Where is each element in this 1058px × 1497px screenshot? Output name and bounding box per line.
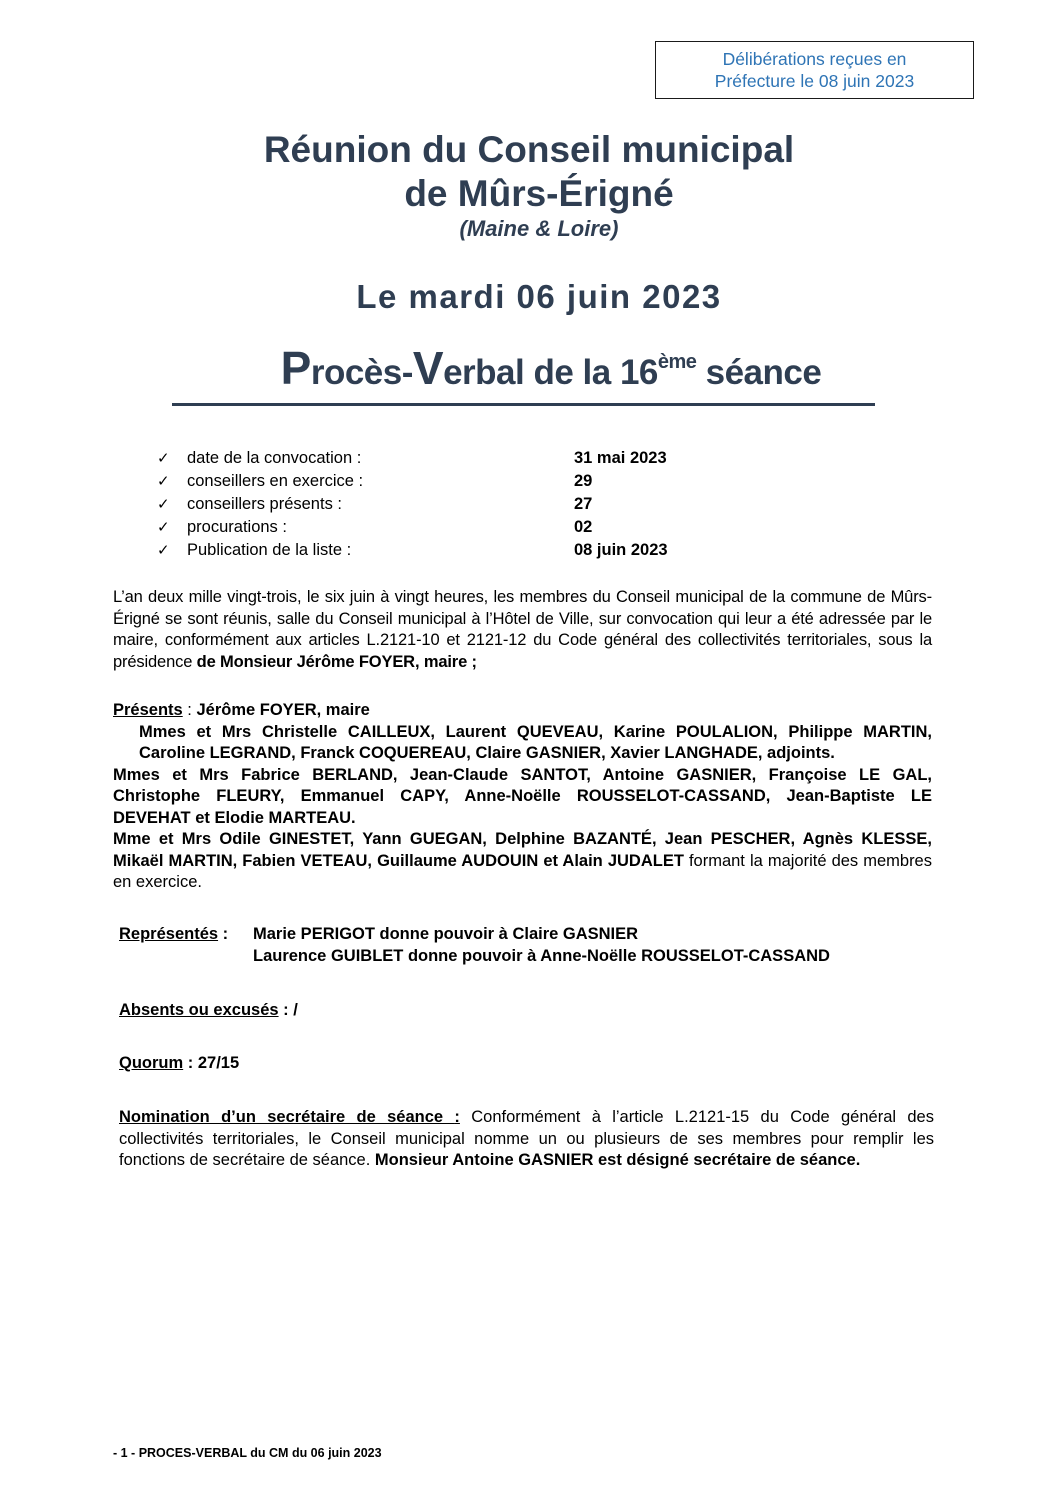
- nomination-colon: :: [454, 1108, 460, 1126]
- pv-heading: [0, 338, 1058, 403]
- title-divider: [172, 403, 875, 406]
- fact-label: procurations :: [187, 518, 287, 536]
- representes-line-1-wrap: [119, 924, 939, 946]
- checkmark-icon: ✓: [157, 519, 170, 536]
- nomination-text: Conformément à l’article L.2121-15 du Code général des collectivités territoriales, le Conseil municipal nomme un ou plusieurs de ses membres pour remplir les fonctions de secrétaire de séance.: [119, 1108, 934, 1169]
- fact-value: 29: [574, 472, 593, 490]
- checkmark-icon: ✓: [157, 542, 170, 559]
- stamp-line-2: Préfecture le 08 juin 2023: [714, 71, 915, 91]
- quorum-label: Quorum: [119, 1054, 184, 1072]
- fact-label: conseillers présents :: [187, 495, 342, 513]
- region-subtitle: (Maine & Loire): [459, 216, 619, 241]
- presents-group-2: Mmes et Mrs Fabrice BERLAND, Jean-Claude SANTOT, Antoine GASNIER, Françoise LE GAL, Christophe FLEURY, Emmanuel CAPY, Anne-Noëlle ROUSSELOT-CASSAND, Jean-Baptiste LE DEVEHAT et Elodie MARTEAU.: [113, 765, 932, 827]
- presents-adjoints: Mmes et Mrs Christelle CAILLEUX, Laurent QUEVEAU, Karine POULALION, Philippe MARTIN, Caroline LEGRAND, Franck COQUEREAU, Claire GASNIER, Xavier LANGHADE, adjoints.: [139, 722, 932, 762]
- checkmark-icon: ✓: [157, 473, 170, 490]
- presents-section: [113, 700, 932, 894]
- fact-label: conseillers en exercice :: [187, 472, 364, 490]
- absents-value: : /: [278, 1001, 298, 1019]
- presents-heading-line: [113, 700, 932, 722]
- prefecture-stamp: [655, 41, 974, 99]
- meeting-date: Le mardi 06 juin 2023: [356, 278, 722, 315]
- stamp-line-1: Délibérations reçues en: [722, 49, 907, 69]
- representes-line-2: Laurence GUIBLET donne pouvoir à Anne-Noëlle ROUSSELOT-CASSAND: [253, 946, 830, 965]
- presents-separator: :: [182, 701, 197, 719]
- representes-line-1: Marie PERIGOT donne pouvoir à Claire GASNIER: [253, 925, 639, 943]
- pv-initial-v: V: [412, 342, 444, 394]
- intro-text: L’an deux mille vingt-trois, le six juin à vingt heures, les membres du Conseil municipal de la commune de Mûrs-Érigné se sont réunis, salle du Conseil municipal à l’Hôtel de Ville, sur convocation qui leur a été adressée par le maire, conformément aux articles L.2121-10 et 2121-12 du Code général des collectivités territoriales, sous la présidence: [113, 588, 932, 671]
- nomination-secretary: Monsieur Antoine GASNIER est désigné secrétaire de séance.: [374, 1151, 861, 1169]
- list-item: [157, 493, 757, 516]
- presents-label: Présents: [113, 701, 183, 719]
- page-title-line-1: Réunion du Conseil municipal: [263, 129, 795, 170]
- presents-maire: Jérôme FOYER, maire: [196, 701, 370, 719]
- list-item: [157, 470, 757, 493]
- representes-label: Représentés: [119, 925, 219, 943]
- pv-superscript: ème: [657, 351, 697, 373]
- intro-president: de Monsieur Jérôme FOYER, maire ;: [196, 652, 477, 671]
- intro-paragraph: [113, 587, 932, 673]
- absents-label: Absents ou excusés: [119, 1001, 279, 1019]
- meeting-facts-list: [157, 447, 757, 562]
- fact-value: 31 mai 2023: [574, 449, 667, 467]
- presents-group-3-wrap: [113, 829, 932, 894]
- fact-label: Publication de la liste :: [187, 541, 352, 559]
- quorum-section: [119, 1053, 239, 1075]
- list-item: [157, 516, 757, 539]
- nomination-section: [119, 1107, 934, 1172]
- representes-separator: :: [218, 925, 229, 943]
- absents-section: [119, 1000, 298, 1022]
- list-item: [157, 447, 757, 470]
- presents-group-3-tail: formant la majorité des membres en exercice.: [113, 851, 932, 891]
- fact-value: 27: [574, 495, 593, 513]
- pv-text-3: séance: [696, 353, 822, 392]
- list-item: [157, 539, 757, 562]
- pv-initial-p: P: [280, 342, 311, 394]
- checkmark-icon: ✓: [157, 496, 170, 513]
- fact-value: 02: [574, 518, 593, 536]
- page-footer: - 1 - PROCES-VERBAL du CM du 06 juin 2023: [113, 1446, 382, 1460]
- fact-label: date de la convocation :: [187, 449, 362, 467]
- pv-text-2: erbal de la 16: [443, 353, 658, 392]
- nomination-label: Nomination d’un secrétaire de séance: [119, 1108, 455, 1126]
- fact-value: 08 juin 2023: [574, 541, 668, 559]
- page-title-line-2: de Mûrs-Érigné: [404, 173, 674, 214]
- presents-group-3: Mme et Mrs Odile GINESTET, Yann GUEGAN, Delphine BAZANTÉ, Jean PESCHER, Agnès KLESSE, Mikaël MARTIN, Fabien VETEAU, Guillaume AUDOUIN et Alain JUDALET: [113, 830, 932, 870]
- checkmark-icon: ✓: [157, 450, 170, 467]
- quorum-value: : 27/15: [183, 1054, 240, 1072]
- pv-text-1: rocès-: [310, 353, 413, 392]
- representes-section: [119, 924, 939, 967]
